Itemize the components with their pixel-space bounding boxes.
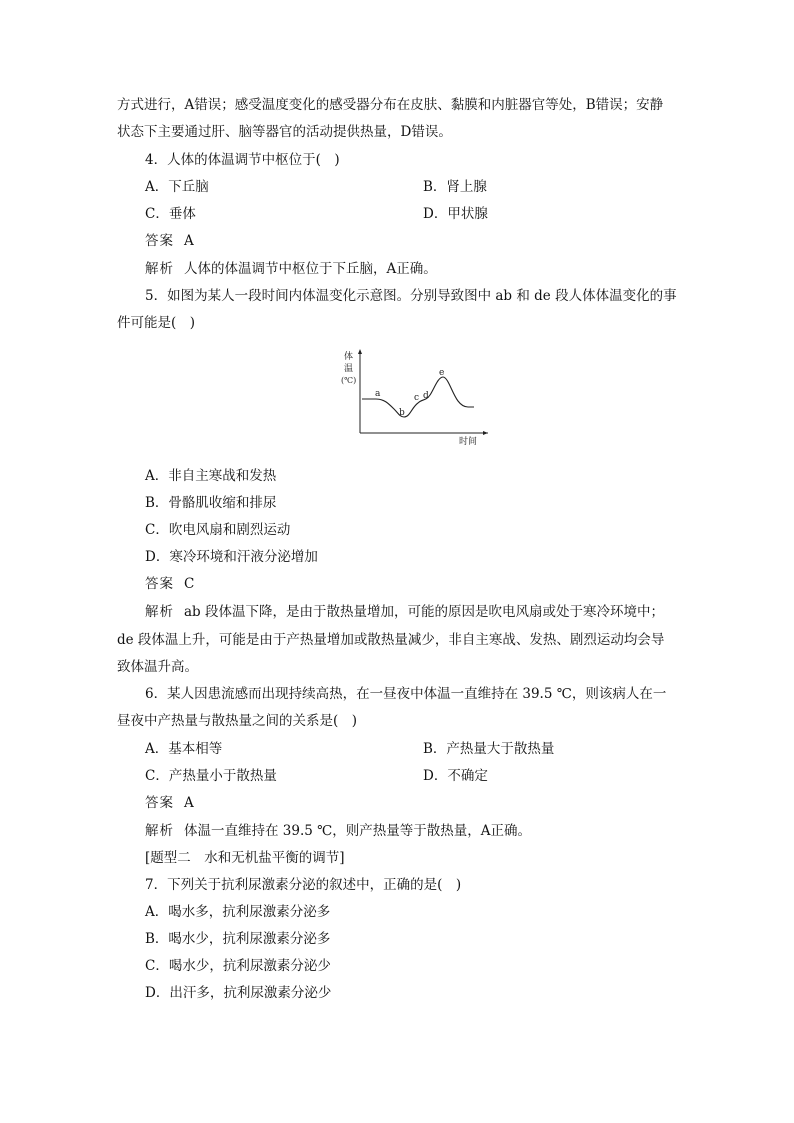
answer-label: 答案 (145, 576, 174, 592)
q4-option-d: D．甲状腺 (423, 206, 488, 222)
q4-stem: 4．人体的体温调节中枢位于( ) (145, 152, 340, 168)
q6-analysis (145, 822, 531, 840)
point-d: d (423, 391, 429, 401)
analysis-label: 解析 (145, 823, 174, 839)
q4-analysis (145, 260, 437, 278)
q6-option-b: B．产热量大于散热量 (423, 741, 555, 757)
y-unit: (℃) (341, 376, 357, 385)
point-b: b (399, 408, 405, 418)
q4-option-b: B．肾上腺 (423, 179, 487, 195)
analysis-label: 解析 (145, 604, 174, 620)
q5-analysis-line-2: de 段体温上升，可能是由于产热量增加或散热量减少，非自主寒战、发热、剧烈运动均会导 (117, 632, 665, 648)
point-a: a (375, 389, 381, 399)
q5-option-a: A．非自主寒战和发热 (145, 468, 277, 484)
q5-analysis-line-1 (145, 603, 664, 621)
q5-stem-line-2: 件可能是( ) (117, 315, 196, 331)
q7-option-d: D．出汗多，抗利尿激素分泌少 (145, 985, 332, 1001)
q5-analysis-line-3: 致体温升高。 (117, 659, 198, 675)
y-axis-arrow (358, 349, 362, 354)
y-label-2: 温 (344, 364, 354, 374)
prev-answer-line-2: 状态下主要通过肝、脑等器官的活动提供热量，D错误。 (117, 124, 452, 140)
q4-option-a: A．下丘脑 (145, 179, 209, 195)
q6-option-d: D．不确定 (423, 768, 488, 784)
point-e: e (439, 368, 445, 378)
answer-value: A (184, 795, 194, 811)
answer-value: A (184, 233, 194, 249)
section-header: [题型二 水和无机盐平衡的调节] (145, 850, 345, 866)
q5-stem-line-1: 5．如图为某人一段时间内体温变化示意图。分别导致图中 ab 和 de 段人体体温变化的事 (145, 288, 677, 304)
q5-answer (145, 575, 194, 593)
answer-label: 答案 (145, 233, 174, 249)
analysis-label: 解析 (145, 261, 174, 277)
q4-answer (145, 232, 194, 250)
analysis-text: 体温一直维持在 39.5 ℃，则产热量等于散热量，A正确。 (184, 823, 531, 839)
y-label-1: 体 (344, 352, 354, 362)
q7-option-a: A．喝水多，抗利尿激素分泌多 (145, 904, 331, 920)
prev-answer-line-1: 方式进行，A错误；感受温度变化的感受器分布在皮肤、黏膜和内脏器官等处，B错误；安静 (117, 97, 664, 113)
analysis-text: 人体的体温调节中枢位于下丘脑，A正确。 (184, 261, 437, 277)
answer-value: C (184, 576, 195, 592)
q5-option-d: D．寒冷环境和汗液分泌增加 (145, 549, 318, 565)
q7-option-c: C．喝水少，抗利尿激素分泌少 (145, 958, 331, 974)
q5-option-c: C．吹电风扇和剧烈运动 (145, 522, 291, 538)
point-c: c (414, 393, 420, 403)
x-label: 时间 (459, 437, 478, 445)
answer-label: 答案 (145, 795, 174, 811)
q4-option-c: C．垂体 (145, 206, 196, 222)
analysis-text: ab 段体温下降，是由于散热量增加，可能的原因是吹电风扇或处于寒冷环境中； (184, 604, 664, 620)
q6-answer (145, 794, 194, 812)
q7-option-b: B．喝水少，抗利尿激素分泌多 (145, 931, 331, 947)
q6-stem-line-1: 6．某人因患流感而出现持续高热，在一昼夜中体温一直维持在 39.5 ℃，则该病人在一 (145, 686, 667, 702)
q6-option-a: A．基本相等 (145, 741, 223, 757)
q7-stem: 7．下列关于抗利尿激素分泌的叙述中，正确的是( ) (145, 877, 462, 893)
temperature-curve-svg (340, 345, 490, 445)
q6-option-c: C．产热量小于散热量 (145, 768, 277, 784)
q6-stem-line-2: 昼夜中产热量与散热量之间的关系是( ) (117, 713, 358, 729)
q5-option-b: B．骨骼肌收缩和排尿 (145, 495, 277, 511)
x-axis-arrow (483, 431, 488, 435)
body-temperature-figure (340, 345, 490, 445)
